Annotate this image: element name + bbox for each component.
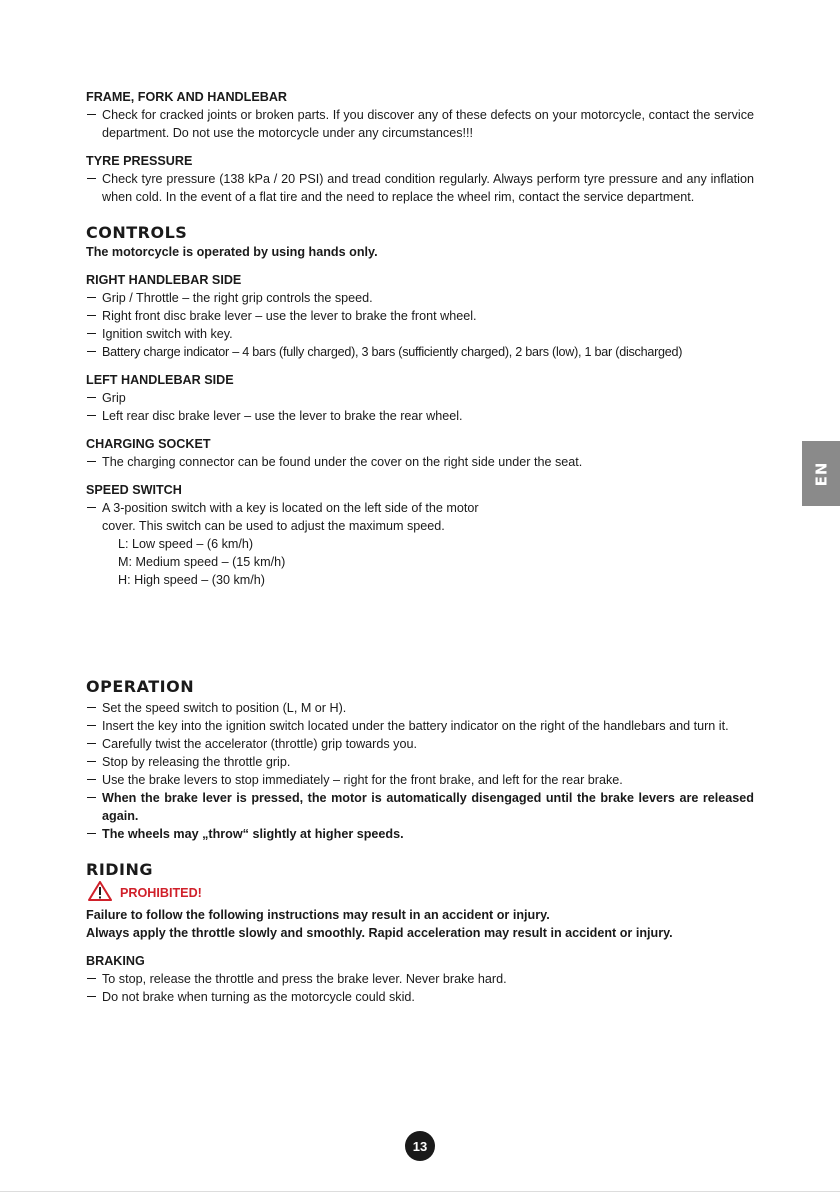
riding-lead-2: Always apply the throttle slowly and smoothly. Rapid acceleration may result in accident or injury. [86,926,673,940]
list-item: Check for cracked joints or broken parts. If you discover any of these defects on your motorcycle, contact the service department. Do not use the motorcycle under any circumstances!!! [86,106,754,142]
left-handlebar-title: LEFT HANDLEBAR SIDE [86,373,234,387]
list-item: Grip / Throttle – the right grip controls the speed. [86,289,754,307]
tyre-list [86,170,754,206]
riding-lead-1: Failure to follow the following instructions may result in an accident or injury. [86,908,550,922]
operation-heading: OPERATION [86,677,195,696]
speed-mode-low: L: Low speed – (6 km/h) [118,537,254,551]
list-item: Stop by releasing the throttle grip. [86,753,754,771]
manual-page-content [86,88,754,1006]
operation-list [86,699,754,843]
language-tab-label: EN [812,461,830,486]
list-item: To stop, release the throttle and press the brake lever. Never brake hard. [86,970,754,988]
list-item: Battery charge indicator – 4 bars (fully charged), 3 bars (sufficiently charged), 2 bars (low), 1 bar (discharged) [86,343,754,361]
speed-switch-continuation: cover. This switch can be used to adjust the maximum speed. [102,519,445,533]
charging-socket-list [86,453,754,471]
prohibited-label: PROHIBITED! [120,886,202,900]
left-handlebar-list [86,389,754,425]
list-item: The charging connector can be found under the cover on the right side under the seat. [86,453,754,471]
list-item: Insert the key into the ignition switch located under the battery indicator on the right of the handlebars and turn it. [86,717,754,735]
right-handlebar-list [86,289,754,361]
speed-mode-medium: M: Medium speed – (15 km/h) [118,555,286,569]
page-number-badge: 13 [405,1131,435,1161]
right-handlebar-title: RIGHT HANDLEBAR SIDE [86,273,242,287]
list-item: Ignition switch with key. [86,325,754,343]
speed-switch-list [86,499,754,517]
list-item: Grip [86,389,754,407]
riding-heading: RIDING [86,860,154,879]
frame-list [86,106,754,142]
charging-socket-title: CHARGING SOCKET [86,437,211,451]
list-item: Left rear disc brake lever – use the lever to brake the rear wheel. [86,407,754,425]
warning-triangle-icon [88,881,112,906]
list-item-bold: The wheels may „throw“ slightly at higher speeds. [86,825,754,843]
controls-lead: The motorcycle is operated by using hands only. [86,245,378,259]
list-item: Carefully twist the accelerator (throttle) grip towards you. [86,735,754,753]
list-item: Use the brake levers to stop immediately – right for the front brake, and left for the rear brake. [86,771,754,789]
controls-heading: CONTROLS [86,223,188,242]
list-item: A 3-position switch with a key is located on the left side of the motor [86,499,754,517]
list-item: Set the speed switch to position (L, M or H). [86,699,754,717]
list-item: Right front disc brake lever – use the lever to brake the front wheel. [86,307,754,325]
list-item: Check tyre pressure (138 kPa / 20 PSI) and tread condition regularly. Always perform tyre pressure and any inflation when cold. In the event of a flat tire and the need to replace the wheel rim, contact the service department. [86,170,754,206]
braking-title: BRAKING [86,954,145,968]
language-tab [802,441,840,506]
frame-section-title: FRAME, FORK AND HANDLEBAR [86,90,288,104]
speed-mode-high: H: High speed – (30 km/h) [118,573,265,587]
list-item-bold: When the brake lever is pressed, the motor is automatically disengaged until the brake levers are released again. [86,789,754,825]
list-item: Do not brake when turning as the motorcycle could skid. [86,988,754,1006]
speed-switch-title: SPEED SWITCH [86,483,182,497]
tyre-section-title: TYRE PRESSURE [86,154,193,168]
prohibited-warning [86,880,754,906]
braking-list [86,970,754,1006]
